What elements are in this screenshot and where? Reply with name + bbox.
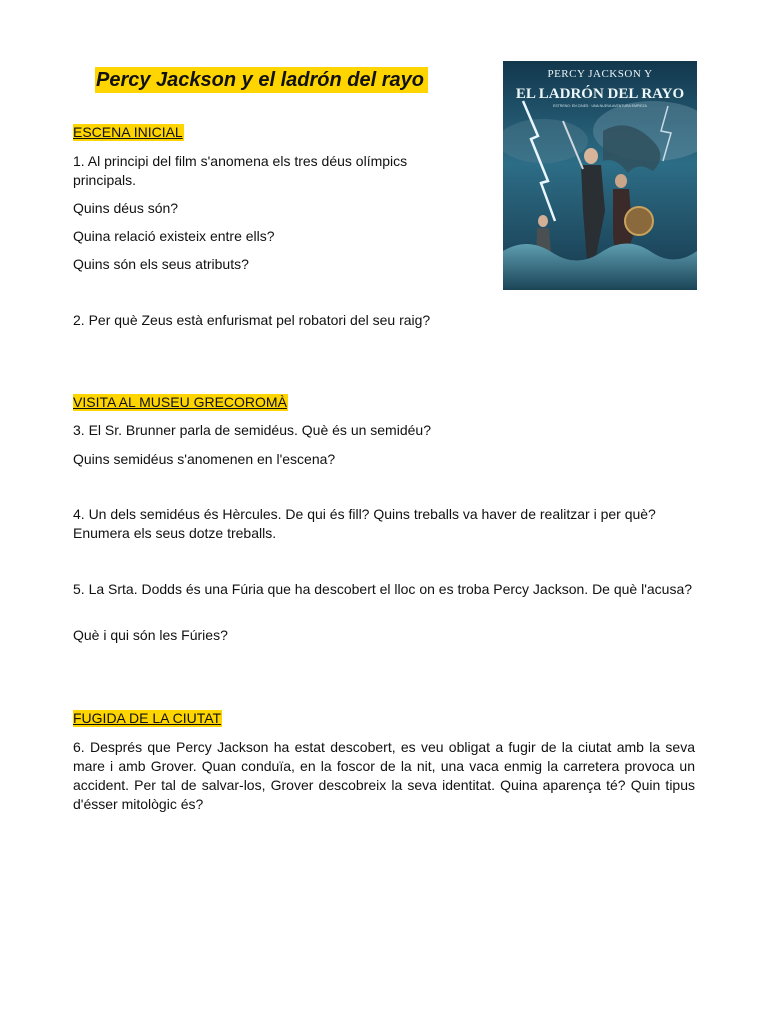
section-heading-visita-museu: VISITA AL MUSEU GRECOROMÀ xyxy=(73,394,287,410)
question-3: 3. El Sr. Brunner parla de semidéus. Què és un semidéu? xyxy=(73,422,431,438)
poster-title-line1: PERCY JACKSON Y xyxy=(547,68,653,80)
question-4: 4. Un dels semidéus és Hèrcules. De qui és fill? Quins treballs va haver de realitzar i per què? Enumera els seus dotze treballs. xyxy=(73,506,656,541)
poster-title-line2: EL LADRÓN DEL RAYO xyxy=(515,86,685,102)
question-1b: Quina relació existeix entre ells? xyxy=(73,228,275,244)
question-5: 5. La Srta. Dodds és una Fúria que ha descobert el lloc on es troba Percy Jackson. De què l'acusa? xyxy=(73,581,693,597)
page-title: Percy Jackson y el ladrón del rayo xyxy=(95,67,428,93)
poster-shield xyxy=(625,207,653,235)
question-1c: Quins són els seus atributs? xyxy=(73,256,249,272)
question-2: 2. Per què Zeus està enfurismat pel robatori del seu raig? xyxy=(73,312,431,328)
question-1: 1. Al principi del film s'anomena els tres déus olímpics principals. xyxy=(73,153,408,188)
poster-friend-head xyxy=(538,215,548,227)
section-heading-escena-inicial: ESCENA INICIAL xyxy=(73,124,183,140)
movie-poster-image xyxy=(503,61,697,290)
poster-hero-head xyxy=(584,148,598,164)
question-1a: Quins déus són? xyxy=(73,200,179,216)
question-3a: Quins semidéus s'anomenen en l'escena? xyxy=(73,451,336,467)
section-heading-fugida-ciutat: FUGIDA DE LA CIUTAT xyxy=(73,710,222,726)
poster-illustration xyxy=(503,61,697,290)
question-6: 6. Després que Percy Jackson ha estat descobert, es veu obligat a fugir de la ciutat amb la seva mare i amb Grover. Quan conduïa, en la foscor de la nit, una vaca enmig la carretera provoca un accident. Per tal de salvar-los, Grover descobreix la seva identitat. Quina aparença té? Quin tipus d'ésser mitològic és? xyxy=(73,739,695,812)
question-5a: Què i qui són les Fúries? xyxy=(73,627,228,643)
poster-heroine-head xyxy=(615,174,627,188)
poster-tagline: ESTRENO: EN CINES · UNA NUEVA AVENTURA EMPIEZA xyxy=(552,104,648,108)
